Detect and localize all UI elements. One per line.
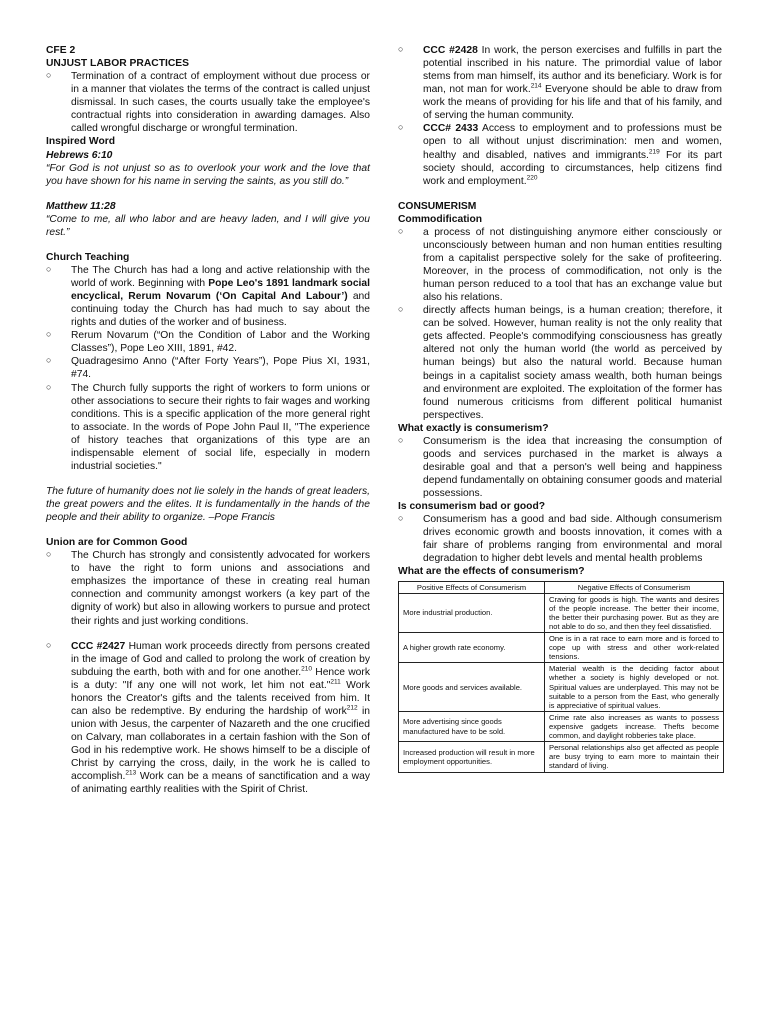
pope-francis-quote: The future of humanity does not lie solely in the hands of great leaders, the great powers and the elites. It is fundamentally in the hands of the people and their ability to organize. –Pope Francis [46,485,370,524]
positive-effect-cell: More industrial production. [399,593,545,632]
positive-effect-cell: Increased production will result in more employment opportunities. [399,742,545,772]
church-teaching-bullet-1: ○ The The Church has had a long and active relationship with the world of work. Beginning with Pope Leo's 1891 landmark social encyclical, Rerum Novarum (‘On Capital And Labour’) and continuing today the Church has had much to say about the rights and duties of the worker and of business. [46,264,370,329]
table-row [399,633,724,663]
course-code: CFE 2 [46,45,76,56]
verse-quote-matthew: “Come to me, all who labor and are heavy laden, and I will give you rest.” [46,213,370,238]
verse-reference-matthew: Matthew 11:28 [46,200,116,212]
effects-heading: What are the effects of consumerism? [398,566,585,578]
union-bullet: ○ The Church has strongly and consistently advocated for workers to have the right to form unions and associations and emphasizes the importance of these in creating real human connection and community amongst workers (a key part of the dignity of work) but also in allowing workers to pursue and protect their rights and just working conditions. [46,549,370,627]
ccc-2427-bullet: ○ CCC #2427 Human work proceeds directly from persons created in the image of God and called to prolong the work of creation by subduing the earth, both with and for one another.$^{210}$ Hence work is a duty: "If any one will not work, let him not eat."$^{211}$ Work honors the Creator's gifts and the talents received from him. It can also be redemptive. By enduring the hardship of work$^{212}$ in union with Jesus, the carpenter of Nazareth and the one crucified on Calvary, man collaborates in a certain fashion with the Son of God in his redemptive work. He shows himself to be a disciple of Christ by carrying the cross, daily, in the work he is called to accomplish.$^{213}$ Work can be a means of sanctification and a way of animating earthly realities with the Spirit of Christ. [46,640,370,797]
church-teaching-bullet-3: ○ Quadragesimo Anno (“After Forty Years”), Pope Pius XI, 1931, #74. [46,355,370,381]
rerum-novarum-emphasis: Pope Leo's 1891 landmark social encyclical, Rerum Novarum (‘On Capital And Labour’) [71,278,370,303]
verse-quote-hebrews: “For God is not unjust so as to overlook your work and the love that you have shown for his name in serving the saints, as you still do.” [46,162,370,187]
ccc-2433-bullet: ○ CCC# 2433 Access to employment and to professions must be open to all without unjust discrimination: men and women, healthy and disabled, natives and immigrants.$^{219}$ For its part society should, according to circumstances, help citizens find work and employment.$^{220}$ [398,122,722,187]
ccc-2433-label: CCC# 2433 [423,123,479,135]
positive-effect-cell: More advertising since goods manufactured have to be sold. [399,711,545,741]
inspired-word-heading: Inspired Word [46,136,116,148]
negative-effects-header: Negative Effects of Consumerism [545,581,724,593]
effects-table-header [399,581,724,593]
positive-effect-cell: A higher growth rate economy. [399,633,545,663]
ccc-2428-label: CCC #2428 [423,45,478,56]
church-teaching-bullet-4: ○ The Church fully supports the right of workers to form unions or other associations to secure their rights to fair wages and working conditions. This is a specific application of the more general right to associate. In the words of Pope John Paul II, "The experience of history teaches that organizations of this type are an indispensable element of social life, especially in modern industrial societies." [46,382,370,473]
commodification-bullet-2: ○ directly affects human beings, is a human creation; therefore, it can be solved. However, human reality is not the only reality that gets affected. People's commodifying consciousness has greatly altered not only the human world (the world as perceived by human beings) but also the natural world. Because human beings in a capitalist society amass wealth, both human beings and environment are exploited. The exploitation of the former has found numerous criticisms from different political humanist perspectives. [398,304,722,422]
union-heading: Union are for Common Good [46,537,188,549]
table-row [399,593,724,632]
negative-effect-cell: Personal relationships also get affected as people are busy trying to earn more to maintain their standard of living. [545,742,724,772]
ccc-2428-bullet: ○ CCC #2428 In work, the person exercises and fulfills in part the potential inscribed in his nature. The primordial value of labor stems from man himself, its author and its beneficiary. Work is for man, not man for work.$^{214}$ Everyone should be able to draw from work the means of providing for his life and that of his family, and of serving the human community. [398,44,722,122]
negative-effect-cell: One is in a rat race to earn more and is forced to cope up with stress and other work-related tensions. [545,633,724,663]
topic-title: UNJUST LABOR PRACTICES [46,58,190,70]
commodification-heading: Commodification [398,213,483,225]
what-is-consumerism-heading: What exactly is consumerism? [398,422,549,434]
table-row [399,711,724,741]
table-row [399,663,724,712]
negative-effect-cell: Craving for goods is high. The wants and desires of the people increase. The better their income, the better their purchasing power. But as they are not able to do so, and then they feel dissatisfied. [545,593,724,632]
consumerism-heading: CONSUMERISM [398,200,477,212]
verse-reference-hebrews: Hebrews 6:10 [46,149,113,161]
positive-effects-header: Positive Effects of Consumerism [399,581,545,593]
negative-effect-cell: Material wealth is the deciding factor about whether a society is highly developed or not. Spiritual values are underplayed. This may not be suitable to a person from the East, who generally is appreciative of spiritual values. [545,663,724,712]
bad-or-good-bullet: ○ Consumerism has a good and bad side. Although consumerism drives economic growth and boosts innovation, it comes with a fair share of problems ranging from environmental and moral degradation to higher debt levels and mental health problems [398,513,722,565]
negative-effect-cell: Crime rate also increases as wants to possess expensive gadgets increase. Thefts become common, and daylight robberies take place. [545,711,724,741]
bad-or-good-heading: Is consumerism bad or good? [398,501,546,513]
right-column [398,44,722,773]
left-column [46,44,370,796]
what-is-consumerism-bullet: ○ Consumerism is the idea that increasing the consumption of goods and services purchased in the market is always a desirable goal and that a person's well being and happiness depend fundamentally on obtaining consumer goods and material possessions. [398,435,722,500]
church-teaching-bullet-2: ○ Rerum Novarum (“On the Condition of Labor and the Working Classes”), Pope Leo XIII, 1891, #42. [46,329,370,355]
positive-effect-cell: More goods and services available. [399,663,545,712]
commodification-bullet-1: ○ a process of not distinguishing anymore either consciously or unconsciously between human and non human entities resulting from a capitalist perspective solely for the sake of profiteering. Moreover, in the process of commodification, not only is the human person reduced to a tool that has an exchange value but also his relations. [398,226,722,304]
table-row [399,742,724,772]
church-teaching-heading: Church Teaching [46,251,130,263]
dismissal-bullet: ○ Termination of a contract of employment without due process or in a manner that violates the terms of the contract is called unjust dismissal. In such cases, the courts usually take the employee's contractual rights into consideration in awarding damages. Also called wrongful discharge or wrongful termination. [46,70,370,135]
ccc-2427-label: CCC #2427 [71,640,126,652]
effects-table [398,581,724,773]
